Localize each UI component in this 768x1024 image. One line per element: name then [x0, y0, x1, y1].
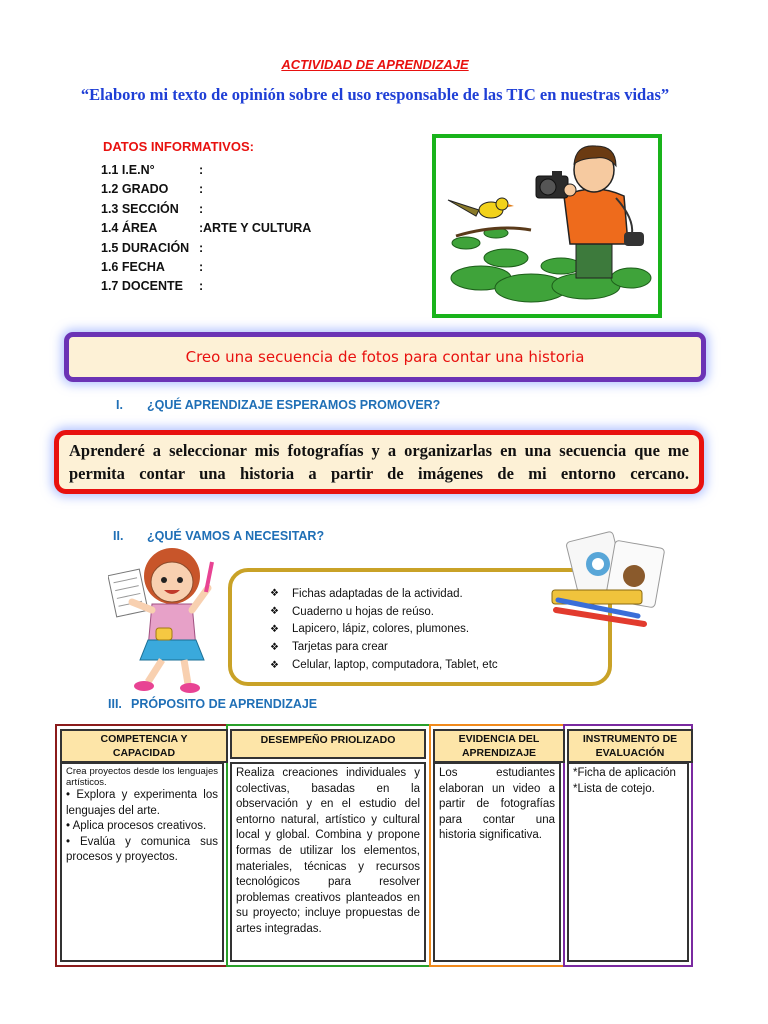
list-item: [270, 585, 498, 603]
datos-heading: DATOS INFORMATIVOS:: [103, 139, 254, 154]
girl-with-notepad-icon: [108, 544, 218, 694]
datos-row: [101, 163, 311, 182]
competencia-item: Aplica procesos creativos.: [72, 820, 207, 833]
desempeno-text: Realiza creaciones individuales y colectivas, basadas en la observación y en el estudio del entorno natural, artístico y cultural local y global. Combina y propone formas de utilizar los elementos, materiales, técnicas y recursos tecnológicos para resolver problemas creativos planteados en su proyecto; incluye propuestas de artes integradas.: [236, 767, 420, 935]
table-header-text: EVIDENCIA DEL APRENDIZAJE: [458, 733, 540, 759]
section-1-title: ¿QUÉ APRENDIZAJE ESPERAMOS PROMOVER?: [147, 398, 441, 412]
list-item: [270, 603, 498, 621]
table-header-text: INSTRUMENTO DE EVALUACIÓN: [582, 733, 678, 759]
learning-box: [54, 430, 704, 494]
table-header-text: COMPETENCIA Y CAPACIDAD: [100, 733, 188, 759]
datos-row: [101, 182, 311, 201]
datos-key: 1.2 GRADO: [101, 182, 169, 197]
activity-banner-text: Creo una secuencia de fotos para contar una historia: [185, 348, 585, 366]
table-cell-desempeno: [230, 762, 426, 962]
datos-row: [101, 202, 311, 221]
diamond-bullet-icon: ❖: [270, 641, 279, 653]
needs-item-text: Celular, laptop, computadora, Tablet, etc: [292, 659, 498, 672]
section-3-title: PRÓPOSITO DE APRENDIZAJE: [131, 697, 318, 711]
datos-sep: :: [199, 221, 204, 236]
table-header-evidencia: [433, 729, 565, 763]
datos-key: 1.3 SECCIÓN: [101, 201, 179, 216]
datos-sep: :: [199, 201, 204, 216]
datos-sep: :: [199, 279, 204, 294]
table-cell-instrumento: [567, 762, 689, 962]
datos-row: [101, 241, 311, 260]
diamond-bullet-icon: ❖: [270, 623, 279, 635]
list-item: [270, 621, 498, 639]
page-subtitle: “Elaboro mi texto de opinión sobre el uso responsable de las TIC en nuestras vidas”: [80, 85, 670, 104]
activity-banner: [64, 332, 706, 382]
list-item: • Explora y experimenta los lenguajes del arte.: [66, 789, 218, 817]
table-header-desempeno: [230, 729, 426, 759]
boy-with-camera-icon: [436, 138, 658, 314]
table-header-competencia: [60, 729, 228, 763]
datos-sep: :: [199, 163, 204, 177]
boy-with-camera-illustration: [432, 134, 662, 318]
section-2-number: II.: [113, 529, 124, 543]
needs-item-text: Fichas adaptadas de la actividad.: [292, 587, 463, 600]
datos-key: 1.7 DOCENTE: [101, 279, 183, 294]
datos-row: [101, 221, 311, 240]
needs-item-text: Tarjetas para crear: [292, 641, 388, 654]
instrumento-item: *Lista de cotejo.: [573, 782, 655, 795]
datos-key: 1.4 ÁREA: [101, 221, 158, 236]
page-title: ACTIVIDAD DE APRENDIZAJE: [281, 57, 469, 72]
instrumento-item: *Ficha de aplicación: [573, 767, 676, 779]
table-cell-evidencia: [433, 762, 561, 962]
datos-sep: :: [199, 240, 204, 255]
learning-text: Aprenderé a seleccionar mis fotografías y a organizarlas en una secuencia que me permita contar una historia a partir de imágenes de mi entorno cercano.: [69, 441, 689, 483]
needs-list: [270, 585, 498, 674]
diamond-bullet-icon: ❖: [270, 588, 279, 600]
evidencia-text: Los estudiantes elaboran un video a partir de fotografías para contar una historia significativa.: [439, 767, 555, 842]
section-3-number: III.: [108, 697, 122, 711]
diamond-bullet-icon: ❖: [270, 659, 279, 671]
section-1-number: I.: [116, 398, 123, 412]
list-item: [270, 656, 498, 674]
list-item: • Evalúa y comunica sus procesos y proyectos.: [66, 835, 218, 864]
table-cell-competencia: [60, 762, 224, 962]
table-header-instrumento: [567, 729, 693, 763]
datos-row: [101, 260, 311, 279]
needs-item-text: Lapicero, lápiz, colores, plumones.: [292, 623, 470, 636]
competencia-item: Evalúa y comunica sus procesos y proyectos.: [66, 835, 218, 864]
datos-key: 1.1 I.E.N°: [101, 163, 155, 177]
datos-key: 1.5 DURACIÓN: [101, 240, 190, 255]
datos-list: [101, 163, 311, 299]
art-supplies-illustration: [548, 530, 674, 630]
list-item: [270, 638, 498, 656]
art-supplies-icon: [548, 530, 674, 630]
table-header-text: DESEMPEÑO PRIOLIZADO: [260, 734, 396, 746]
needs-item-text: Cuaderno u hojas de reúso.: [292, 605, 434, 618]
datos-row: [101, 279, 311, 298]
competencia-intro: Crea proyectos desde los lenguajes artísticos.: [66, 766, 218, 788]
datos-key: 1.6 FECHA: [101, 259, 165, 274]
list-item: • Aplica procesos creativos.: [66, 820, 207, 833]
girl-with-notepad-illustration: [108, 544, 218, 694]
competencia-item: Explora y experimenta los lenguajes del arte.: [66, 789, 218, 817]
datos-sep: :: [199, 182, 204, 197]
section-2-title: ¿QUÉ VAMOS A NECESITAR?: [147, 529, 325, 543]
diamond-bullet-icon: ❖: [270, 606, 279, 618]
datos-sep: :: [199, 259, 204, 274]
datos-value: ARTE Y CULTURA: [203, 221, 312, 236]
